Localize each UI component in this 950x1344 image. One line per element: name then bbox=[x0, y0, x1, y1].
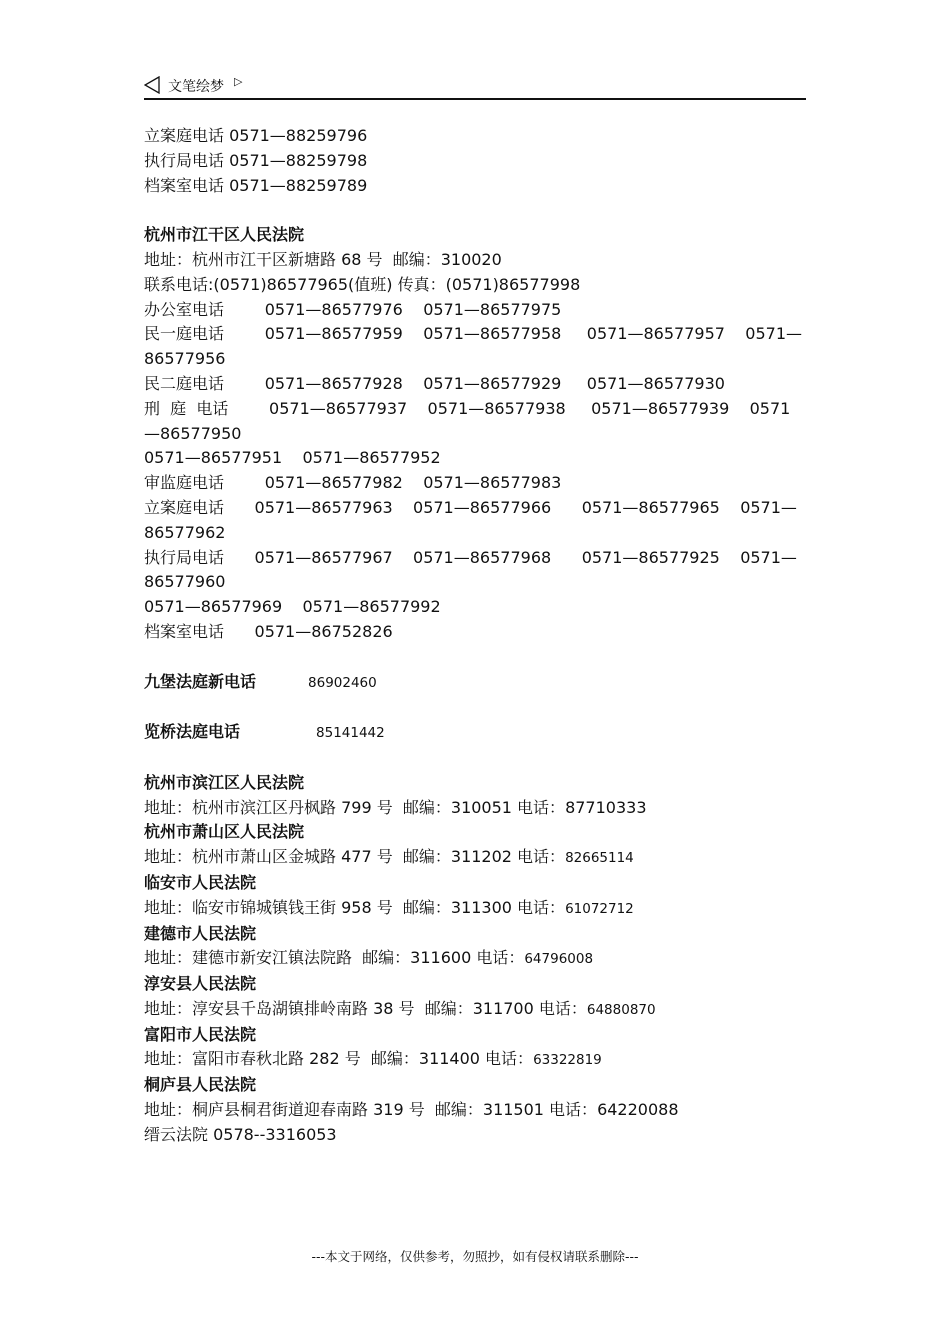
text-line: 立案庭电话 0571—88259796 bbox=[144, 126, 368, 145]
court-phone: 82665114 bbox=[565, 850, 634, 867]
supervision-phones: 审监庭电话 0571—86577982 0571—86577983 bbox=[144, 473, 562, 493]
enforce-phones: 执行局电话 0571—86577967 0571—86577968 0571—86577925 0571—86577960 bbox=[144, 547, 797, 592]
court-phone: 64220088 bbox=[597, 1100, 679, 1120]
right-triangle-icon: ▷ bbox=[234, 75, 243, 88]
enforce-phones-cont: 0571—86577969 0571—86577992 bbox=[144, 597, 441, 617]
court-title: 桐庐县人民法院 bbox=[144, 1075, 257, 1095]
jinyun-court: 缙云法院 0578--3316053 bbox=[144, 1124, 337, 1144]
court-phone: 64880870 bbox=[586, 1001, 656, 1018]
court-phone: 63322819 bbox=[533, 1052, 602, 1069]
jiubao-label: 九堡法庭新电话 bbox=[144, 671, 257, 691]
court-title: 建德市人民法院 bbox=[144, 923, 257, 943]
court-phone: 87710333 bbox=[565, 797, 647, 817]
court-title: 临安市人民法院 bbox=[144, 872, 257, 892]
criminal-phones: 刑 庭 电话 0571—86577937 0571—86577938 0571—86577939 0571—86577950 bbox=[144, 398, 791, 443]
jiubao-number: 86902460 bbox=[308, 674, 377, 691]
court-title: 富阳市人民法院 bbox=[144, 1024, 257, 1044]
court-title: 杭州市萧山区人民法院 bbox=[144, 822, 305, 842]
court-title: 淳安县人民法院 bbox=[144, 974, 257, 994]
court-info: 地址：桐庐县桐君街道迎春南路 319 号 邮编：311501 电话：64220088 bbox=[144, 1100, 679, 1120]
criminal-phones-cont: 0571—86577951 0571—86577952 bbox=[144, 448, 441, 468]
court-info: 地址：淳安县千岛湖镇排岭南路 38 号 邮编：311700 电话：64880870 bbox=[144, 998, 656, 1018]
court-title: 杭州市滨江区人民法院 bbox=[144, 772, 305, 792]
court-info: 地址：杭州市滨江区丹枫路 799 号 邮编：310051 电话：87710333 bbox=[144, 797, 647, 817]
court-info: 地址：临安市锦城镇钱王街 958 号 邮编：311300 电话：61072712 bbox=[144, 897, 634, 917]
footer-disclaimer: ---本文于网络，仅供参考，勿照抄，如有侵权请联系删除--- bbox=[311, 1249, 639, 1264]
court-phone: 61072712 bbox=[565, 900, 634, 917]
page-header bbox=[144, 72, 806, 100]
jianqiao-label: 览桥法庭电话 bbox=[144, 722, 241, 742]
text-line: 档案室电话 0571—88259789 bbox=[144, 175, 368, 195]
court-info: 地址：富阳市春秋北路 282 号 邮编：311400 电话：63322819 bbox=[144, 1049, 602, 1069]
text-line: 执行局电话 0571—88259798 bbox=[144, 150, 368, 170]
archive-phone: 档案室电话 0571—86752826 bbox=[144, 621, 393, 641]
left-triangle-icon bbox=[144, 76, 160, 94]
office-phones: 办公室电话 0571—86577976 0571—86577975 bbox=[144, 299, 562, 319]
document-body bbox=[144, 124, 806, 1148]
filing-phones: 立案庭电话 0571—86577963 0571—86577966 0571—86577965 0571—86577962 bbox=[144, 497, 797, 542]
civil2-phones: 民二庭电话 0571—86577928 0571—86577929 0571—86577930 bbox=[144, 373, 725, 393]
court-address: 地址：杭州市江干区新塘路 68 号 邮编：310020 bbox=[144, 249, 502, 269]
court-title: 杭州市江干区人民法院 bbox=[144, 225, 305, 245]
court-contact: 联系电话:(0571)86577965(值班) 传真：(0571)86577998 bbox=[144, 274, 581, 294]
header-brand: 文笔绘梦 bbox=[168, 79, 224, 95]
court-info: 地址：建德市新安江镇法院路 邮编：311600 电话：64796008 bbox=[144, 948, 594, 968]
court-info: 地址：杭州市萧山区金城路 477 号 邮编：311202 电话：82665114 bbox=[144, 847, 634, 867]
jianqiao-line bbox=[144, 720, 806, 746]
jianqiao-number: 85141442 bbox=[316, 725, 385, 742]
civil1-phones: 民一庭电话 0571—86577959 0571—86577958 0571—86577957 0571—86577956 bbox=[144, 324, 802, 369]
jiubao-line bbox=[144, 670, 806, 696]
court-phone: 64796008 bbox=[524, 951, 594, 968]
